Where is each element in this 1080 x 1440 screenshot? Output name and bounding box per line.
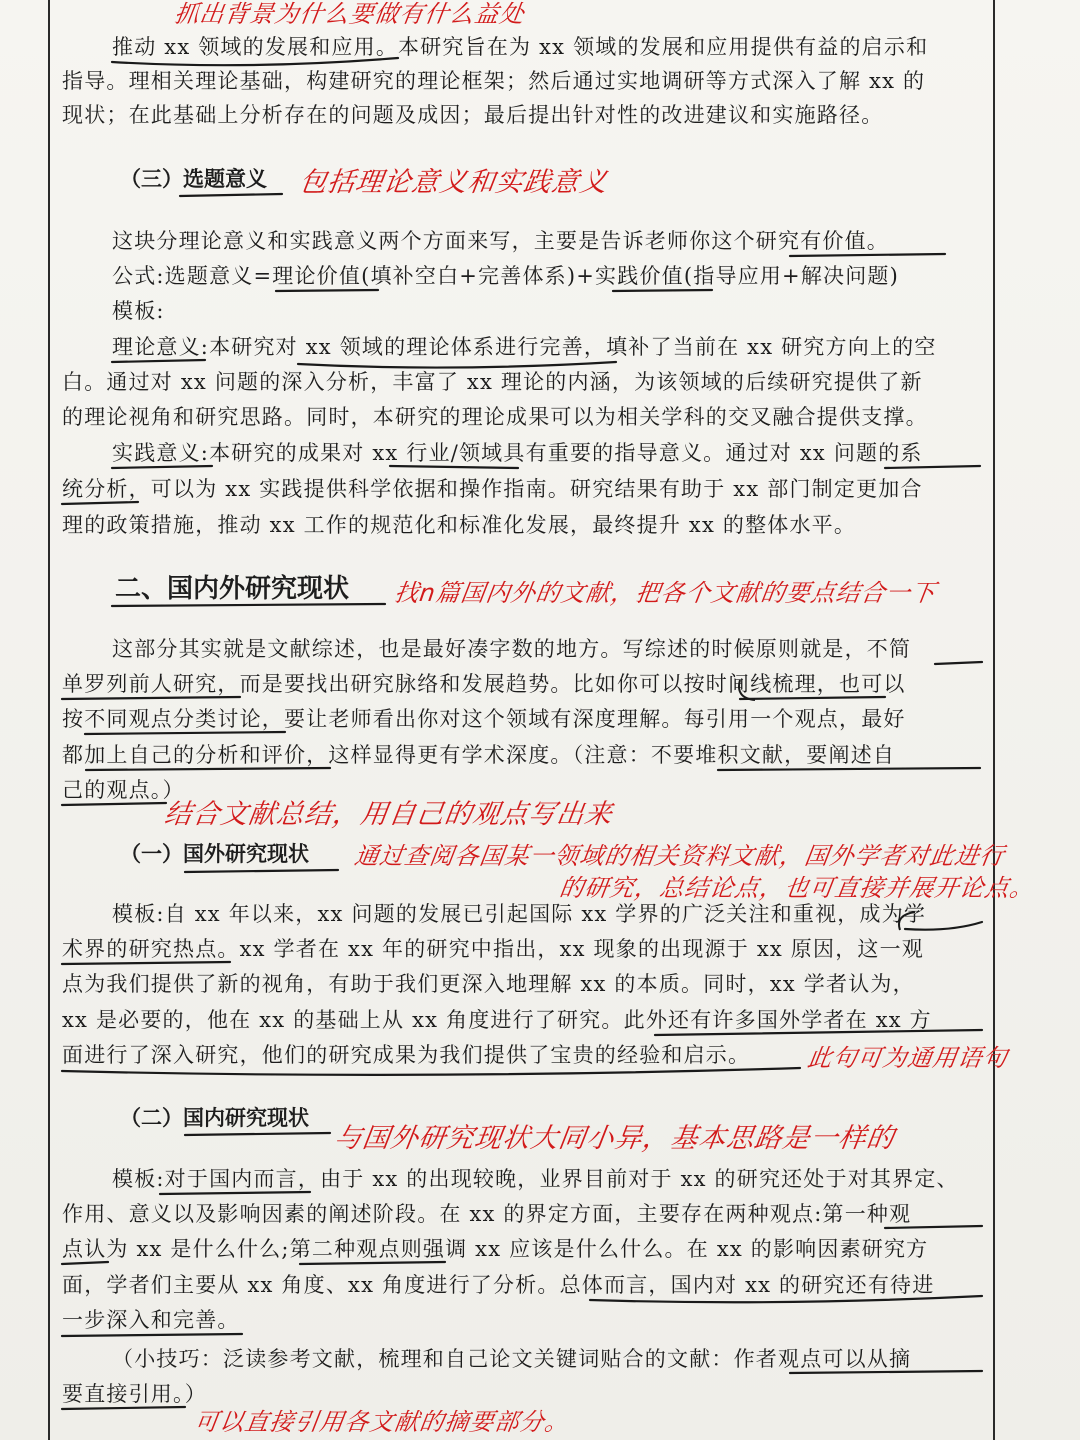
underline xyxy=(185,870,338,872)
text-line: 的理论视角和研究思路。同时，本研究的理论成果可以为相关学科的交叉融合提供支撑。 xyxy=(62,405,928,429)
text-line: 术界的研究热点。xx 学者在 xx 年的研究中指出，xx 现象的出现源于 xx 原因，这一观 xyxy=(62,937,924,961)
text-line: 面进行了深入研究，他们的研究成果为我们提供了宝贵的经验和启示。 xyxy=(62,1043,751,1067)
text-line: 实践意义:本研究的成果对 xx 行业/领域具有重要的指导意义。通过对 xx 问题的系 xyxy=(112,441,923,465)
section-heading-domestic: （二）国内研究现状 xyxy=(120,1106,309,1130)
text-line: 理论意义:本研究对 xx 领域的理论体系进行完善，填补了当前在 xx 研究方向上的空 xyxy=(112,335,937,359)
section-heading-research: 二、国内外研究现状 xyxy=(115,574,350,604)
text-line: 指导。理相关理论基础，构建研究的理论框架；然后通过实地调研等方式深入了解 xx 的 xyxy=(62,69,926,93)
text-line: 面，学者们主要从 xx 角度、xx 角度进行了分析。总体而言，国内对 xx 的研究还有待进 xyxy=(62,1273,935,1297)
section-heading-foreign: （一）国外研究现状 xyxy=(120,842,309,866)
handwritten-note-research: 找n篇国内外的文献，把各个文献的要点结合一下 xyxy=(392,579,938,607)
text-line: 点认为 xx 是什么什么;第二种观点则强调 xx 应该是什么什么。在 xx 的影响因素研究方 xyxy=(62,1237,929,1261)
page-border-right xyxy=(993,0,995,1440)
text-line: 理的政策措施，推动 xx 工作的规范化和标准化发展，最终提升 xx 的整体水平。 xyxy=(62,513,857,537)
handwritten-note-significance: 包括理论意义和实践意义 xyxy=(297,167,610,198)
handwritten-note-foreign-1: 通过查阅各国某一领域的相关资料文献，国外学者对此进行 xyxy=(352,842,1007,870)
text-line: 这块分理论意义和实践意义两个方面来写，主要是告诉老师你这个研究有价值。 xyxy=(112,229,889,253)
text-line: 公式:选题意义=理论价值(填补空白+完善体系)+实践价值(指导应用+解决问题) xyxy=(112,264,900,288)
text-line: 己的观点。） xyxy=(62,778,185,802)
handwritten-note-top: 抓出背景为什么要做有什么益处 xyxy=(172,0,527,28)
text-line: 现状；在此基础上分析存在的问题及成因；最后提出针对性的改进建议和实施路径。 xyxy=(62,103,884,127)
text-line: 白。通过对 xx 问题的深入分析，丰富了 xx 理论的内涵，为该领域的后续研究提供了新 xyxy=(62,370,923,394)
text-line: 要直接引用。） xyxy=(62,1382,207,1406)
text-line: 按不同观点分类讨论，要让老师看出你对这个领域有深度理解。每引用一个观点，最好 xyxy=(62,707,906,731)
handwritten-note-template-sentence: 此句可为通用语句 xyxy=(805,1044,1010,1072)
page-border-left xyxy=(48,0,50,1440)
underline xyxy=(180,194,282,196)
text-line: 一步深入和完善。 xyxy=(62,1308,240,1332)
handwritten-note-combine: 结合文献总结，用自己的观点写出来 xyxy=(162,799,615,830)
text-line: 推动 xx 领域的发展和应用。本研究旨在为 xx 领域的发展和应用提供有益的启示和 xyxy=(112,35,929,59)
text-line: 模板:自 xx 年以来，xx 问题的发展已引起国际 xx 学界的广泛关注和重视，成为学 xyxy=(112,902,927,926)
text-line: 模板:对于国内而言，由于 xx 的出现较晚，业界目前对于 xx 的研究还处于对其界定、 xyxy=(112,1167,959,1191)
text-line: 单罗列前人研究，而是要找出研究脉络和发展趋势。比如你可以按时间线梳理，也可以 xyxy=(62,672,906,696)
section-heading-significance: （三）选题意义 xyxy=(120,167,267,191)
handwritten-note-foreign-2: 的研究，总结论点，也可直接并展开论点。 xyxy=(557,874,1037,902)
text-line: 统分析，可以为 xx 实践提供科学依据和操作指南。研究结果有助于 xx 部门制定更加合 xyxy=(62,477,923,501)
text-line: （小技巧：泛读参考文献，梳理和自己论文关键词贴合的文献：作者观点可以从摘 xyxy=(112,1347,912,1371)
text-line: xx 是必要的，他在 xx 的基础上从 xx 角度进行了研究。此外还有许多国外学者在 xx 方 xyxy=(62,1008,932,1032)
text-line: 这部分其实就是文献综述，也是最好凑字数的地方。写综述的时候原则就是，不简 xyxy=(112,637,912,661)
text-line: 作用、意义以及影响因素的阐述阶段。在 xx 的界定方面，主要存在两种观点:第一种观 xyxy=(62,1202,912,1226)
handwritten-note-domestic: 与国外研究现状大同小异，基本思路是一样的 xyxy=(332,1123,897,1154)
handwritten-note-bottom: 可以直接引用各文献的摘要部分。 xyxy=(192,1408,572,1436)
text-line: 点为我们提供了新的视角，有助于我们更深入地理解 xx 的本质。同时，xx 学者认为， xyxy=(62,972,915,996)
underline xyxy=(185,1133,330,1135)
text-line: 模板: xyxy=(112,299,165,323)
text-line: 都加上自己的分析和评价，这样显得更有学术深度。（注意：不要堆积文献，要阐述自 xyxy=(62,743,896,767)
